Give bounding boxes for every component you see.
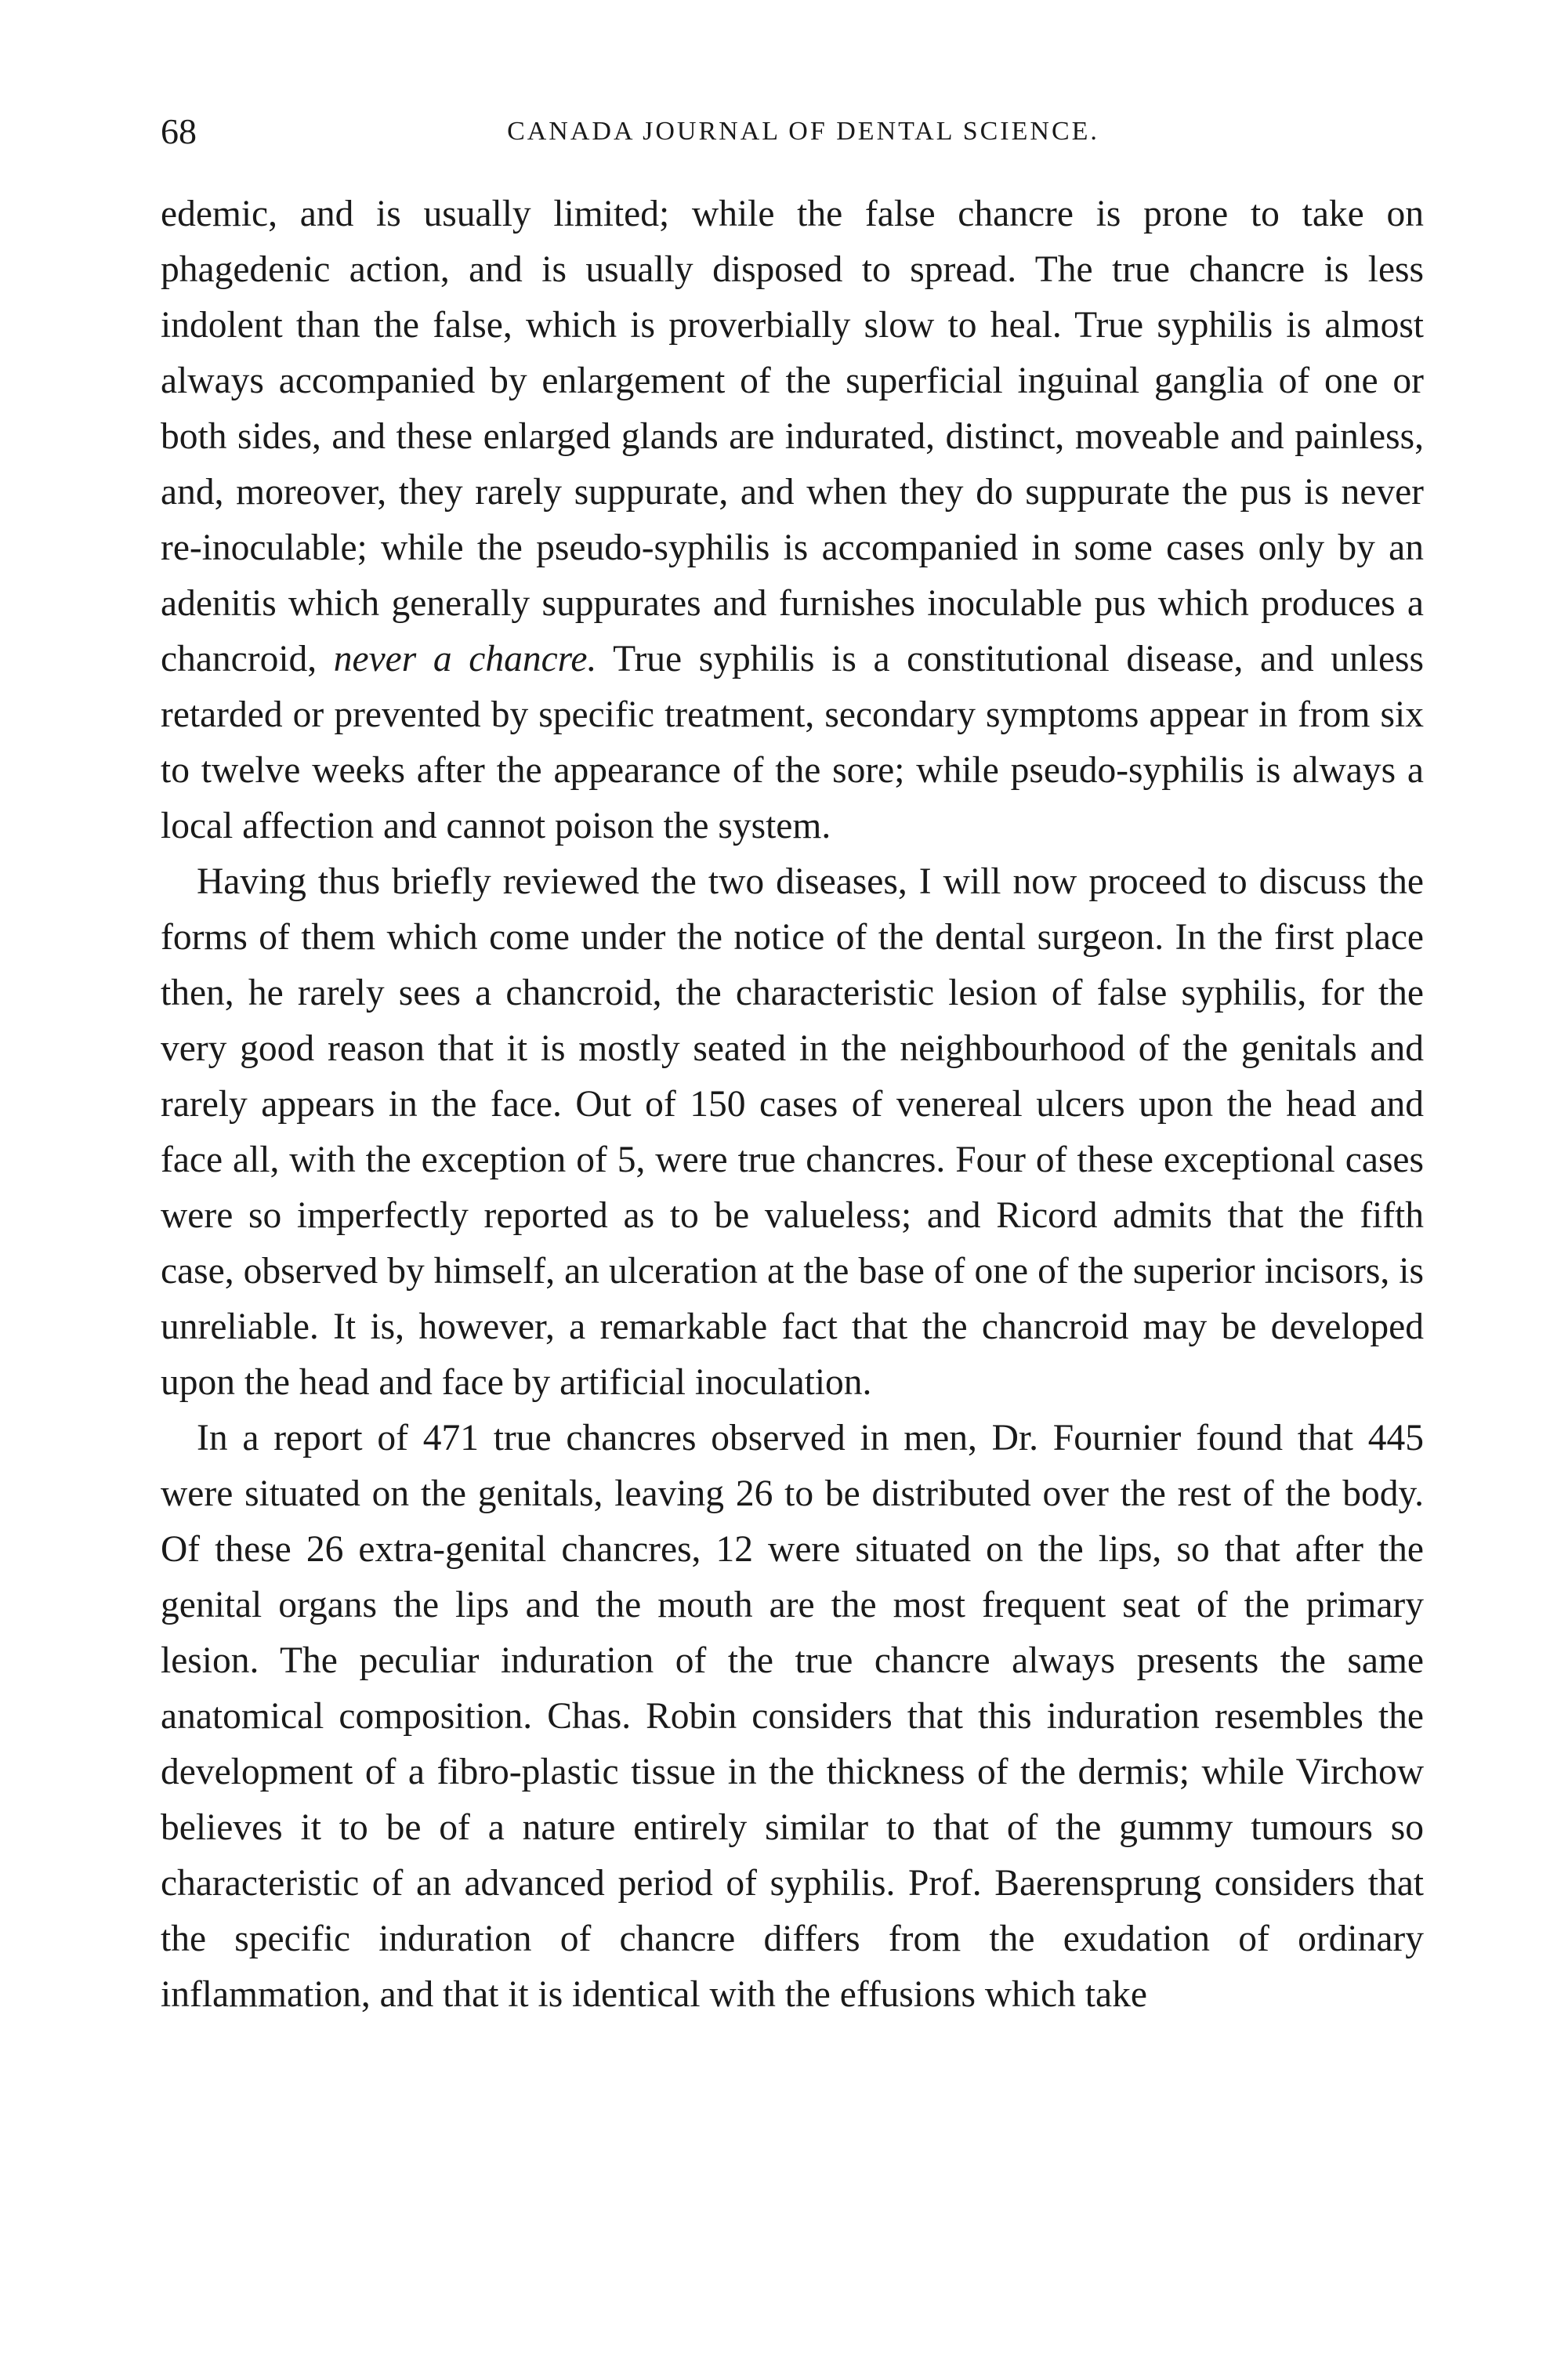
paragraph-continuation: [161, 187, 1424, 854]
journal-title: CANADA JOURNAL OF DENTAL SCIENCE.: [507, 117, 1099, 146]
running-head: [161, 108, 1430, 155]
body-text: [161, 187, 1424, 2023]
paragraph-1-text-a: edemic, and is usually limited; while the false chancre is prone to take on phagedenic action, and is usually disposed to spread. The true chancre is less indolent than the false, which is proverbially slow to heal. True syphilis is almost always accompanied by enlargement of the superficial inguinal ganglia of one or both sides, and these enlarged glands are indurated, distinct, moveable and painless, and, moreover, they rarely suppurate, and when they do suppurate the pus is never re-inoculable; while the pseudo-syphilis is accompanied in some cases only by an adenitis which generally suppurates and furnishes inoculable pus which produces a chancroid,: [161, 194, 1424, 679]
page-number: 68: [161, 111, 197, 151]
paragraph-3: In a report of 471 true chancres observed in men, Dr. Fournier found that 445 were situated on the genitals, leaving 26 to be distributed over the rest of the body. Of these 26 extra-genital chancres, 12 were situated on the lips, so that after the genital organs the lips and the mouth are the most frequent seat of the primary lesion. The peculiar induration of the true chancre always presents the same anatomical composition. Chas. Robin considers that this induration resembles the development of a fibro-plastic tissue in the thickness of the dermis; while Virchow believes it to be of a nature entirely similar to that of the gummy tumours so characteristic of an advanced period of syphilis. Prof. Baerensprung considers that the specific induration of chancre differs from the exudation of ordinary inflammation, and that it is identical with the effusions which take: [161, 1418, 1424, 2015]
paragraph-2: Having thus briefly reviewed the two diseases, I will now proceed to discuss the forms of them which come under the notice of the dental surgeon. In the first place then, he rarely sees a chancroid, the characteristic lesion of false syphilis, for the very good reason that it is mostly seated in the neighbourhood of the genitals and rarely appears in the face. Out of 150 cases of venereal ulcers upon the head and face all, with the exception of 5, were true chancres. Four of these exceptional cases were so imperfectly reported as to be valueless; and Ricord admits that the fifth case, observed by himself, an ulceration at the base of one of the superior incisors, is unreliable. It is, however, a remarkable fact that the chancroid may be developed upon the head and face by artificial inoculation.: [161, 861, 1424, 1403]
paragraph-1-text-b: True syphilis is a constitutional disease, and unless retarded or prevented by specific treatment, secondary symptoms appear in from six to twelve weeks after the appearance of the sore; while pseudo-syphilis is always a local affection and cannot poison the system.: [161, 639, 1424, 846]
paragraph-1-italic-phrase: never a chancre.: [333, 639, 597, 679]
